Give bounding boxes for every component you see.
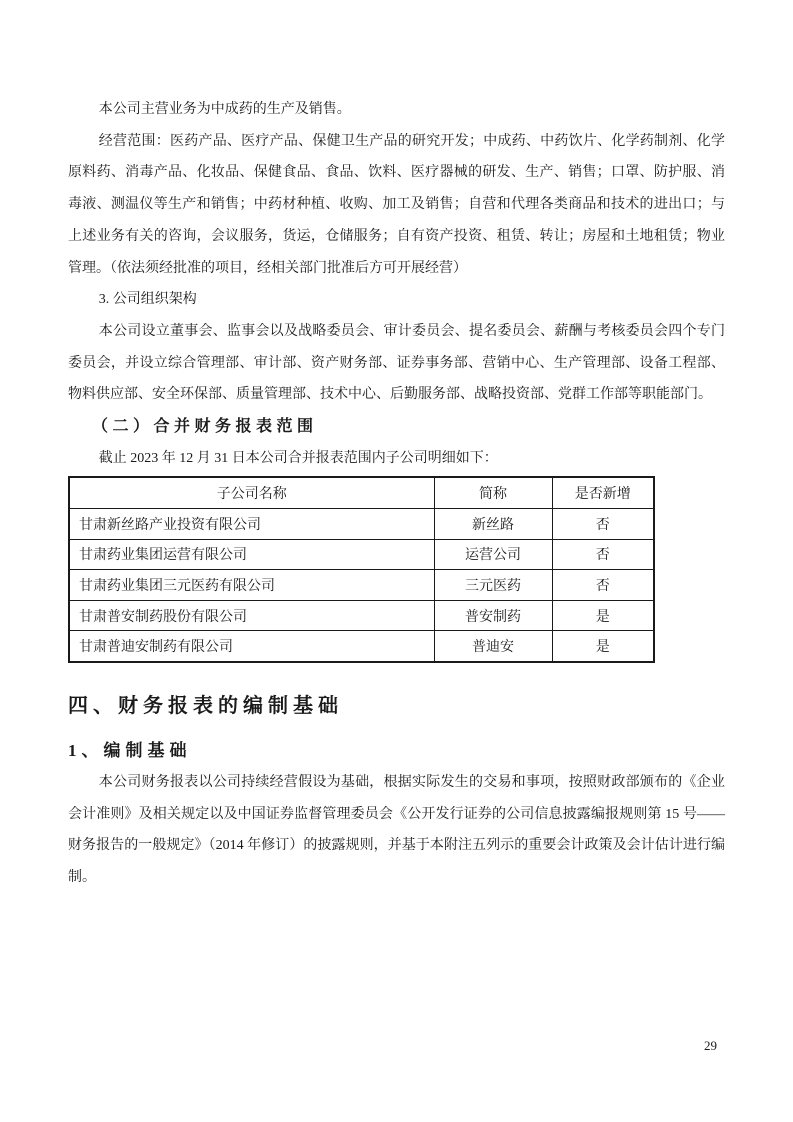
table-header-row — [69, 477, 654, 508]
column-header-is-new: 是否新增 — [552, 477, 654, 508]
table-row — [69, 539, 654, 570]
subsidiary-is-new: 否 — [552, 570, 654, 601]
subsidiary-name: 甘肃普安制药股份有限公司 — [69, 600, 434, 631]
merge-scope-heading: （二）合并财务报表范围 — [92, 418, 318, 436]
subsidiary-name: 甘肃药业集团运营有限公司 — [69, 539, 434, 570]
subsidiary-short-name: 普安制药 — [434, 600, 552, 631]
column-header-subsidiary-name: 子公司名称 — [69, 477, 434, 508]
subsidiary-is-new: 是 — [552, 631, 654, 662]
subsidiary-short-name: 新丝路 — [434, 509, 552, 540]
table-row — [69, 509, 654, 540]
subsidiary-name: 甘肃新丝路产业投资有限公司 — [69, 509, 434, 540]
section4-heading: 四、财务报表的编制基础 — [68, 695, 343, 717]
paragraph-main-business: 本公司主营业务为中成药的生产及销售。 — [98, 102, 351, 117]
subsidiaries-table — [68, 476, 655, 663]
basis-heading: 1、编制基础 — [68, 741, 192, 760]
org-structure-title: 3. 公司组织架构 — [98, 292, 197, 308]
paragraph-org-structure: 本公司设立董事会、监事会以及战略委员会、审计委员会、提名委员会、薪酬与考核委员会四个专门委员会，并设立综合管理部、审计部、资产财务部、证券事务部、营销中心、生产管理部、设备工程部、物料供应部、安全环保部、质量管理部、技术中心、后勤服务部、战略投资部、党群工作部等职能部门。 — [68, 323, 725, 403]
subsidiary-is-new: 是 — [552, 600, 654, 631]
paragraph-business-scope: 经营范围：医药产品、医疗产品、保健卫生产品的研究开发；中成药、中药饮片、化学药制剂、化学原料药、消毒产品、化妆品、保健食品、食品、饮料、医疗器械的研发、生产、销售；口罩、防护服、消毒液、测温仪等生产和销售；中药材种植、收购、加工及销售；自营和代理各类商品和技术的进出口；与上述业务有关的咨询，会议服务，货运，仓储服务；自有资产投资、租赁、转让；房屋和土地租赁；物业管理。（依法须经批准的项目，经相关部门批准后方可开展经营） — [68, 133, 725, 276]
subsidiary-short-name: 三元医药 — [434, 570, 552, 601]
table-row — [69, 570, 654, 601]
page-number: 29 — [704, 1038, 717, 1053]
subsidiary-is-new: 否 — [552, 509, 654, 540]
table-row — [69, 631, 654, 662]
column-header-short-name: 简称 — [434, 477, 552, 508]
subsidiary-name: 甘肃普迪安制药有限公司 — [69, 631, 434, 662]
subsidiary-name: 甘肃药业集团三元医药有限公司 — [69, 570, 434, 601]
merge-scope-intro: 截止 2023 年 12 月 31 日本公司合并报表范围内子公司明细如下： — [98, 450, 498, 466]
subsidiary-is-new: 否 — [552, 539, 654, 570]
subsidiary-short-name: 普迪安 — [434, 631, 552, 662]
subsidiary-short-name: 运营公司 — [434, 539, 552, 570]
table-row — [69, 600, 654, 631]
paragraph-basis-body: 本公司财务报表以公司持续经营假设为基础，根据实际发生的交易和事项，按照财政部颁布的《企业会计准则》及相关规定以及中国证券监督管理委员会《公开发行证券的公司信息披露编报规则第 15 号——财务报告的一般规定》（2014 年修订）的披露规则，并基于本附注五列示的重要会计政策及会计估计进行编制。 — [68, 775, 725, 886]
